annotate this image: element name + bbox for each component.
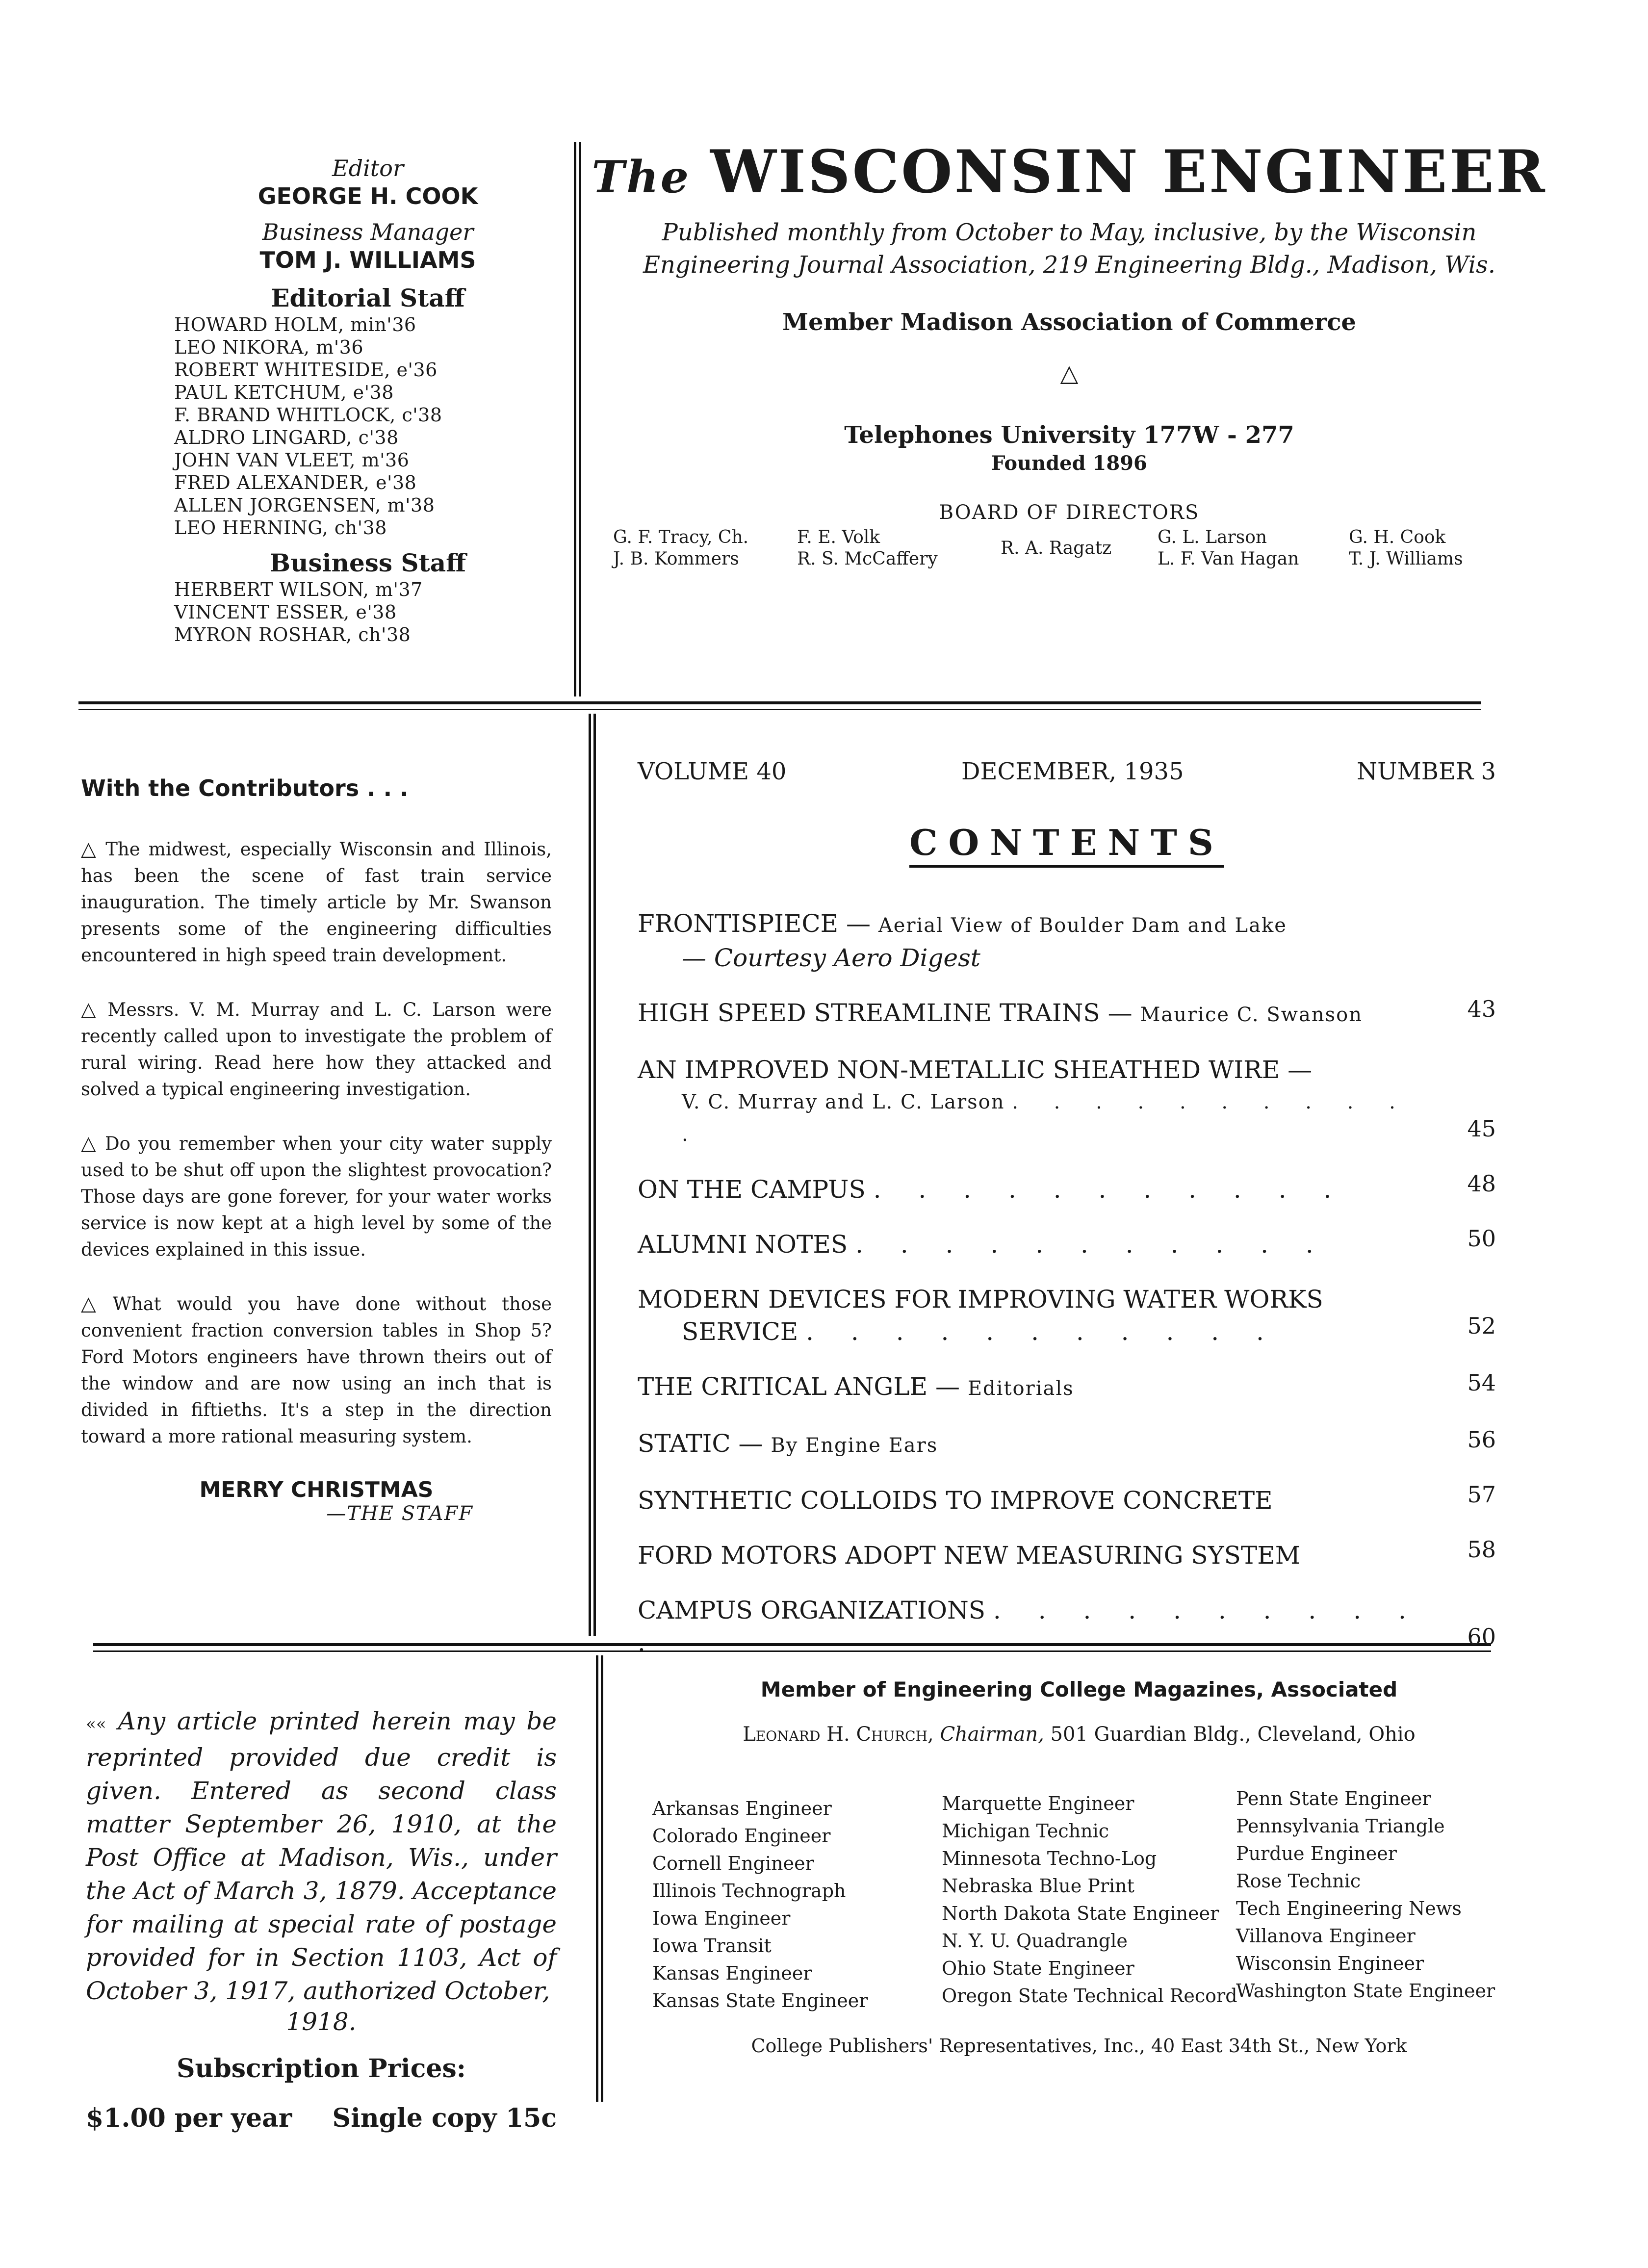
publication-notice xyxy=(589,216,1550,281)
triangle-icon: △ xyxy=(81,998,101,1021)
vertical-rule-middle-2 xyxy=(593,714,596,1636)
contributor-note xyxy=(81,1130,552,1263)
price-per-year: $1.00 per year xyxy=(86,2103,292,2133)
leader-dots: . . . . . . . . . . . xyxy=(806,1317,1279,1346)
staff-member: ROBERT WHITESIDE, e'36 xyxy=(174,359,438,381)
toc-entry[interactable] xyxy=(638,907,1496,974)
issue-number: NUMBER 3 xyxy=(1357,758,1496,785)
editorial-staff-list xyxy=(162,313,574,539)
toc-entry[interactable] xyxy=(638,1170,1496,1206)
staff-member: MYRON ROSHAR, ch'38 xyxy=(174,624,411,645)
board-heading: BOARD OF DIRECTORS xyxy=(939,501,1200,524)
title-the: The xyxy=(592,151,691,203)
board-column xyxy=(1001,538,1111,559)
merry-christmas: MERRY CHRISTMAS xyxy=(199,1477,434,1502)
toc-title: CAMPUS ORGANIZATIONS xyxy=(638,1596,986,1624)
director: R. S. McCaffery xyxy=(797,549,938,569)
chairman-address: 501 Guardian Bldg., Cleveland, Ohio xyxy=(1050,1723,1416,1746)
staff-member: LEO NIKORA, m'36 xyxy=(174,336,364,358)
toc-page: 50 xyxy=(1467,1225,1496,1252)
magazine-title xyxy=(589,137,1550,206)
leader-dots: . . . . . . . . . . . xyxy=(855,1230,1328,1259)
triangle-icon: △ xyxy=(1060,360,1079,387)
toc-title-line2: SERVICE xyxy=(682,1317,798,1346)
magazine-column xyxy=(1236,1785,1495,2005)
toc-page: 52 xyxy=(1467,1313,1496,1339)
business-staff-list xyxy=(162,578,574,646)
toc-page: 60 xyxy=(1467,1624,1496,1650)
ecma-heading: Member of Engineering College Magazines, Associated xyxy=(760,1677,1398,1701)
toc-authors xyxy=(638,1086,1442,1151)
vertical-rule-top-2 xyxy=(579,142,581,696)
director: G. F. Tracy, Ch. xyxy=(613,527,749,547)
toc-entry[interactable] xyxy=(638,1536,1496,1572)
magazine: Nebraska Blue Print xyxy=(942,1875,1134,1897)
vertical-rule-bottom xyxy=(596,1655,598,2102)
contents-title-text: CONTENTS xyxy=(909,822,1224,868)
publishers-representatives: College Publishers' Representatives, Inc., 40 East 34th St., New York xyxy=(751,2035,1407,2057)
staff-member: PAUL KETCHUM, e'38 xyxy=(174,382,394,403)
magazine: Colorado Engineer xyxy=(652,1825,831,1847)
leader-dots: . . . . . . . . . . . xyxy=(682,1091,1410,1146)
board-of-directors xyxy=(589,527,1550,581)
staff-member: F. BRAND WHITLOCK, c'38 xyxy=(174,404,442,426)
director: G. L. Larson xyxy=(1158,527,1267,547)
publication-line-2: Engineering Journal Association, 219 Engineering Bldg., Madison, Wis. xyxy=(643,251,1495,279)
vertical-rule-bottom-2 xyxy=(601,1655,603,2102)
director: R. A. Ragatz xyxy=(1001,538,1112,558)
toc-title: STATIC — xyxy=(638,1429,771,1458)
contributor-note xyxy=(81,836,552,969)
staff-member: JOHN VAN VLEET, m'36 xyxy=(174,449,410,471)
business-manager-role: Business Manager xyxy=(262,219,474,245)
toc-page: 54 xyxy=(1467,1369,1496,1396)
ecma-chairman xyxy=(613,1723,1545,1746)
toc-entry[interactable] xyxy=(638,1481,1496,1517)
magazine: Rose Technic xyxy=(1236,1870,1361,1892)
toc-title: THE CRITICAL ANGLE — xyxy=(638,1372,968,1401)
toc-page: 56 xyxy=(1467,1426,1496,1453)
notice-end: 1918. xyxy=(286,2008,357,2036)
notice-section xyxy=(86,1704,557,2142)
publication-line-1: Published monthly from October to May, inclusive, by the Wisconsin xyxy=(662,219,1477,246)
magazine: Iowa Engineer xyxy=(652,1907,791,1929)
magazine: N. Y. U. Quadrangle xyxy=(942,1930,1128,1952)
contributor-note xyxy=(81,1290,552,1450)
volume: VOLUME 40 xyxy=(638,758,787,785)
magazine: Minnesota Techno-Log xyxy=(942,1848,1157,1869)
toc-subtitle: Aerial View of Boulder Dam and Lake xyxy=(878,914,1287,937)
board-column xyxy=(613,527,748,570)
issue-info xyxy=(638,758,1496,792)
magazine: Purdue Engineer xyxy=(1236,1843,1397,1864)
magazine: Iowa Transit xyxy=(652,1935,772,1957)
magazine-column xyxy=(652,1795,868,2014)
staff-member: FRED ALEXANDER, e'38 xyxy=(174,472,417,493)
masthead xyxy=(589,137,1550,581)
subscription-heading: Subscription Prices: xyxy=(176,2054,466,2084)
director: J. B. Kommers xyxy=(613,549,739,569)
toc-entry[interactable] xyxy=(638,997,1496,1031)
toc-title: SYNTHETIC COLLOIDS TO IMPROVE CONCRETE xyxy=(638,1486,1273,1515)
horizontal-rule-top xyxy=(78,701,1481,704)
founded: Founded 1896 xyxy=(991,452,1147,475)
toc-subtitle: Editorials xyxy=(967,1377,1074,1400)
magazine: Marquette Engineer xyxy=(942,1793,1134,1814)
magazine: Oregon State Technical Record xyxy=(942,1985,1237,2007)
contributors-section xyxy=(81,775,552,1525)
magazine: Penn State Engineer xyxy=(1236,1788,1431,1809)
magazine: Wisconsin Engineer xyxy=(1236,1953,1424,1974)
issue-date: DECEMBER, 1935 xyxy=(961,758,1184,785)
table-of-contents xyxy=(638,907,1496,1659)
magazine: Washington State Engineer xyxy=(1236,1980,1495,2002)
reprint-notice xyxy=(86,1704,557,2008)
toc-page: 45 xyxy=(1467,1115,1496,1142)
ecma-section xyxy=(613,1677,1545,2057)
toc-page: 43 xyxy=(1467,996,1496,1022)
director: F. E. Volk xyxy=(797,527,880,547)
triangle-icon: △ xyxy=(81,838,99,860)
vertical-rule-middle xyxy=(589,714,591,1636)
staff-member: ALLEN JORGENSEN, m'38 xyxy=(174,494,435,516)
magazine: Michigan Technic xyxy=(942,1820,1109,1842)
member-of-commerce: Member Madison Association of Commerce xyxy=(782,309,1356,336)
magazine: North Dakota State Engineer xyxy=(942,1903,1219,1924)
toc-title: AN IMPROVED NON-METALLIC SHEATHED WIRE — xyxy=(638,1056,1313,1084)
toc-title: ON THE CAMPUS xyxy=(638,1175,866,1204)
staff-box xyxy=(162,155,574,646)
contributor-text: What would you have done without those convenient fraction conversion tables in Shop 5? Ford Motors engineers have thrown theirs out of the window and are now using an inch that is divided in fiftieths. It's a step in the direction toward a more rational measuring system. xyxy=(81,1293,552,1447)
leader-dots: . . . . . . . . . . . xyxy=(638,1596,1421,1657)
price-single-copy: Single copy 15c xyxy=(332,2103,557,2133)
magazine: Kansas State Engineer xyxy=(652,1990,868,2011)
business-staff-heading: Business Staff xyxy=(269,548,466,577)
contributor-text: Do you remember when your city water supply used to be shut off upon the slightest provocation? Those days are gone forever, for your water works service is now kept at a high level by some of the devices explained in this issue. xyxy=(81,1133,552,1260)
toc-page: 58 xyxy=(1467,1536,1496,1563)
editor-role: Editor xyxy=(332,155,404,181)
toc-entry[interactable] xyxy=(638,1054,1496,1151)
magazine: Villanova Engineer xyxy=(1236,1925,1416,1947)
staff-signature: —THE STAFF xyxy=(326,1502,473,1525)
toc-entry[interactable] xyxy=(638,1225,1496,1261)
contributor-text: The midwest, especially Wisconsin and Illinois, has been the scene of fast train service inauguration. The timely article by Mr. Swanson presents some of the engineering difficulties encountered in high speed train development. xyxy=(81,839,552,966)
board-column xyxy=(797,527,938,570)
toc-author: Maurice C. Swanson xyxy=(1140,1004,1363,1026)
chairman-name: Leonard H. Church, xyxy=(743,1723,934,1746)
vertical-rule-top xyxy=(574,142,576,696)
triangle-icon: △ xyxy=(81,1292,106,1315)
magazine: Ohio State Engineer xyxy=(942,1958,1134,1979)
toc-title: ALUMNI NOTES xyxy=(638,1230,848,1259)
staff-member: ALDRO LINGARD, c'38 xyxy=(174,427,399,448)
staff-member: HERBERT WILSON, m'37 xyxy=(174,579,423,600)
toc-entry[interactable] xyxy=(638,1283,1496,1348)
toc-title: HIGH SPEED STREAMLINE TRAINS — xyxy=(638,999,1140,1027)
toc-title: MODERN DEVICES FOR IMPROVING WATER WORKS xyxy=(638,1285,1323,1314)
board-column xyxy=(1349,527,1463,570)
director: G. H. Cook xyxy=(1349,527,1446,547)
business-manager-name: TOM J. WILLIAMS xyxy=(259,247,476,273)
toc-entry[interactable] xyxy=(638,1594,1496,1659)
magazine: Arkansas Engineer xyxy=(652,1798,832,1819)
editorial-staff-heading: Editorial Staff xyxy=(271,284,465,312)
toc-page: 48 xyxy=(1467,1170,1496,1197)
quote-mark: «« xyxy=(86,1714,106,1734)
contents-section xyxy=(638,758,1496,1681)
staff-member: LEO HERNING, ch'38 xyxy=(174,517,387,539)
horizontal-rule-top-2 xyxy=(78,709,1481,710)
toc-title-continued xyxy=(638,1315,1442,1348)
toc-author: V. C. Murray and L. C. Larson xyxy=(682,1091,1005,1113)
contributor-note xyxy=(81,996,552,1103)
staff-member: HOWARD HOLM, min'36 xyxy=(174,314,416,335)
toc-page: 57 xyxy=(1467,1481,1496,1508)
toc-title: FORD MOTORS ADOPT NEW MEASURING SYSTEM xyxy=(638,1541,1300,1570)
magazine: Illinois Technograph xyxy=(652,1880,846,1902)
member-magazines xyxy=(613,1788,1545,2011)
subscription-prices xyxy=(86,2103,557,2142)
toc-title: FRONTISPIECE — xyxy=(638,909,878,938)
director: L. F. Van Hagan xyxy=(1158,549,1299,569)
contributors-heading: With the Contributors . . . xyxy=(81,775,409,801)
title-name: WISCONSIN ENGINEER xyxy=(710,137,1547,206)
staff-member: VINCENT ESSER, e'38 xyxy=(174,601,397,623)
leader-dots: . . . . . . . . . . . xyxy=(873,1175,1346,1204)
toc-entry[interactable] xyxy=(638,1427,1496,1462)
magazine: Pennsylvania Triangle xyxy=(1236,1815,1445,1837)
magazine-column xyxy=(942,1790,1237,2010)
toc-entry[interactable] xyxy=(638,1370,1496,1405)
director: T. J. Williams xyxy=(1349,549,1463,569)
notice-text: Any article printed herein may be reprinted provided due credit is given. Entered as second class matter September 26, 1910, at the Post Office at Madison, Wis., under the Act of March 3, 1879. Acceptance for mailing at special rate of postage provided for in Section 1103, Act of October 3, 1917, authorized October, xyxy=(86,1707,557,2005)
magazine: Tech Engineering News xyxy=(1236,1898,1462,1919)
editor-name: GEORGE H. COOK xyxy=(258,183,478,209)
toc-subtitle: By Engine Ears xyxy=(771,1434,938,1457)
magazine: Kansas Engineer xyxy=(652,1962,812,1984)
magazine: Cornell Engineer xyxy=(652,1853,814,1874)
chairman-title: Chairman, xyxy=(940,1723,1044,1746)
contents-title xyxy=(638,822,1496,863)
telephones: Telephones University 177W - 277 xyxy=(844,421,1294,449)
triangle-icon: △ xyxy=(81,1132,98,1155)
toc-credit: — Courtesy Aero Digest xyxy=(682,944,980,972)
contributor-text: Messrs. V. M. Murray and L. C. Larson were recently called upon to investigate the problem of rural wiring. Read here how they attacked and solved a typical engineering investigation. xyxy=(81,999,552,1100)
board-column xyxy=(1158,527,1299,570)
